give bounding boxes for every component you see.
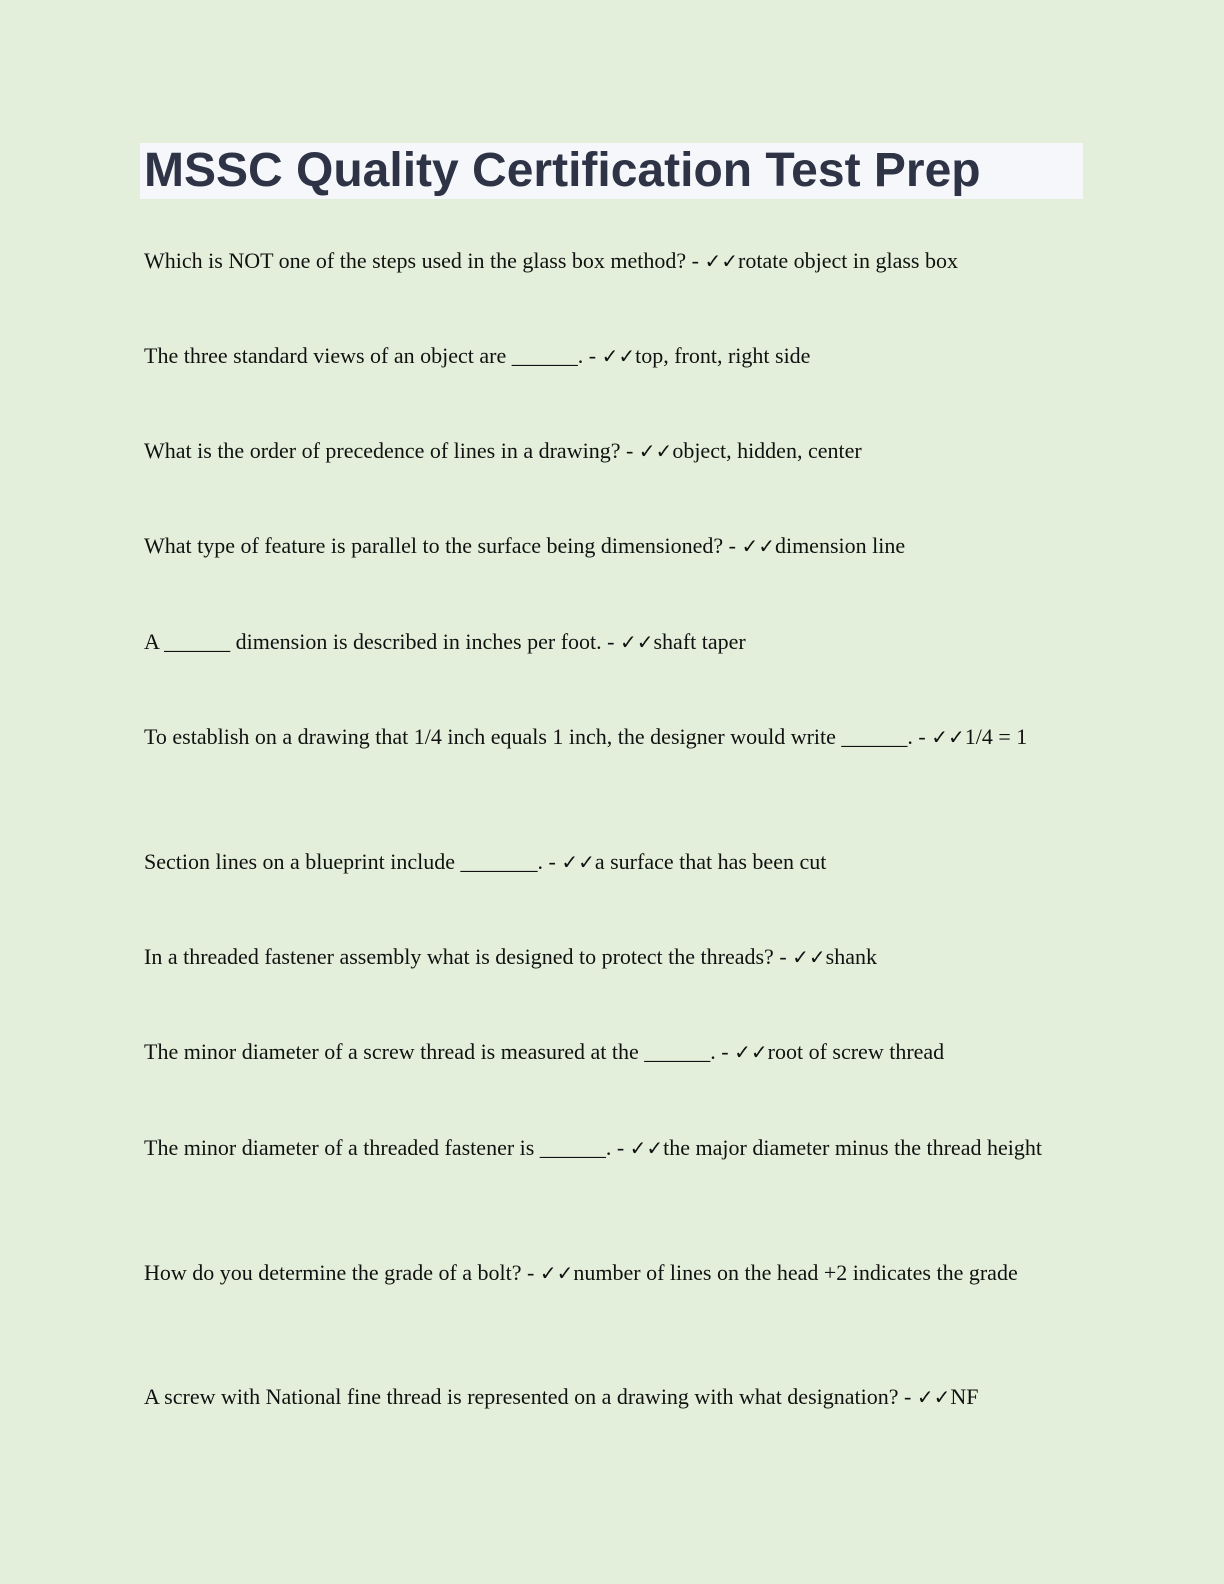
question-text: What is the order of precedence of lines in a drawing? bbox=[144, 438, 621, 463]
qa-item bbox=[144, 246, 1074, 276]
separator: - bbox=[620, 438, 639, 463]
answer-text: a surface that has been cut bbox=[594, 849, 827, 874]
check-icon: ✓✓ bbox=[741, 534, 775, 558]
question-text: Which is NOT one of the steps used in the glass box method? bbox=[144, 248, 687, 273]
check-icon: ✓✓ bbox=[734, 1040, 768, 1064]
qa-item bbox=[144, 627, 1074, 657]
qa-item bbox=[144, 1133, 1074, 1163]
separator: - bbox=[686, 248, 705, 273]
separator: - bbox=[715, 1039, 735, 1064]
qa-item bbox=[144, 436, 1074, 466]
separator: - bbox=[583, 343, 602, 368]
separator: - bbox=[912, 724, 932, 749]
answer-text: object, hidden, center bbox=[672, 438, 862, 463]
separator: - bbox=[611, 1135, 630, 1160]
separator: - bbox=[723, 533, 742, 558]
question-text: How do you determine the grade of a bolt? bbox=[144, 1260, 522, 1285]
check-icon: ✓✓ bbox=[931, 725, 965, 749]
qa-item bbox=[144, 722, 1074, 752]
check-icon: ✓✓ bbox=[601, 344, 636, 368]
check-icon: ✓✓ bbox=[792, 945, 826, 969]
answer-text: NF bbox=[950, 1384, 979, 1409]
separator: - bbox=[543, 849, 562, 874]
check-icon: ✓✓ bbox=[561, 850, 595, 874]
question-text: What type of feature is parallel to the surface being dimensioned? bbox=[144, 533, 724, 558]
question-text: The minor diameter of a threaded fastener is ______. bbox=[144, 1135, 612, 1160]
check-icon: ✓✓ bbox=[539, 1261, 574, 1285]
separator: - bbox=[521, 1260, 540, 1285]
answer-text: shaft taper bbox=[653, 629, 746, 654]
check-icon: ✓✓ bbox=[619, 630, 654, 654]
question-text: A screw with National fine thread is represented on a drawing with what designation? bbox=[144, 1384, 899, 1409]
question-text: The three standard views of an object are ______. bbox=[144, 343, 584, 368]
qa-item bbox=[144, 942, 1074, 972]
separator: - bbox=[773, 944, 793, 969]
qa-item bbox=[144, 847, 1074, 877]
answer-text: the major diameter minus the thread height bbox=[663, 1135, 1042, 1160]
separator: - bbox=[601, 629, 620, 654]
document-title: MSSC Quality Certification Test Prep bbox=[144, 144, 981, 197]
question-text: The minor diameter of a screw thread is measured at the ______. bbox=[144, 1039, 716, 1064]
qa-item bbox=[144, 1382, 1074, 1412]
answer-text: root of screw thread bbox=[767, 1039, 945, 1064]
answer-text: 1/4 = 1 bbox=[964, 724, 1028, 749]
answer-text: rotate object in glass box bbox=[738, 248, 958, 273]
answer-text: dimension line bbox=[774, 533, 906, 558]
question-text: Section lines on a blueprint include _______. bbox=[144, 849, 543, 874]
question-text: To establish on a drawing that 1/4 inch equals 1 inch, the designer would write ______. bbox=[144, 724, 913, 749]
answer-text: number of lines on the head +2 indicates the grade bbox=[573, 1260, 1018, 1285]
answer-text: top, front, right side bbox=[635, 343, 811, 368]
check-icon: ✓✓ bbox=[916, 1385, 951, 1409]
qa-item bbox=[144, 1258, 1074, 1288]
question-text: In a threaded fastener assembly what is designed to protect the threads? bbox=[144, 944, 774, 969]
question-text: A ______ dimension is described in inches per foot. bbox=[144, 629, 602, 654]
check-icon: ✓✓ bbox=[629, 1136, 664, 1160]
separator: - bbox=[898, 1384, 917, 1409]
check-icon: ✓✓ bbox=[638, 439, 673, 463]
answer-text: shank bbox=[825, 944, 877, 969]
qa-item bbox=[144, 531, 1074, 561]
qa-item bbox=[144, 341, 1074, 371]
check-icon: ✓✓ bbox=[704, 249, 739, 273]
qa-item bbox=[144, 1037, 1074, 1067]
